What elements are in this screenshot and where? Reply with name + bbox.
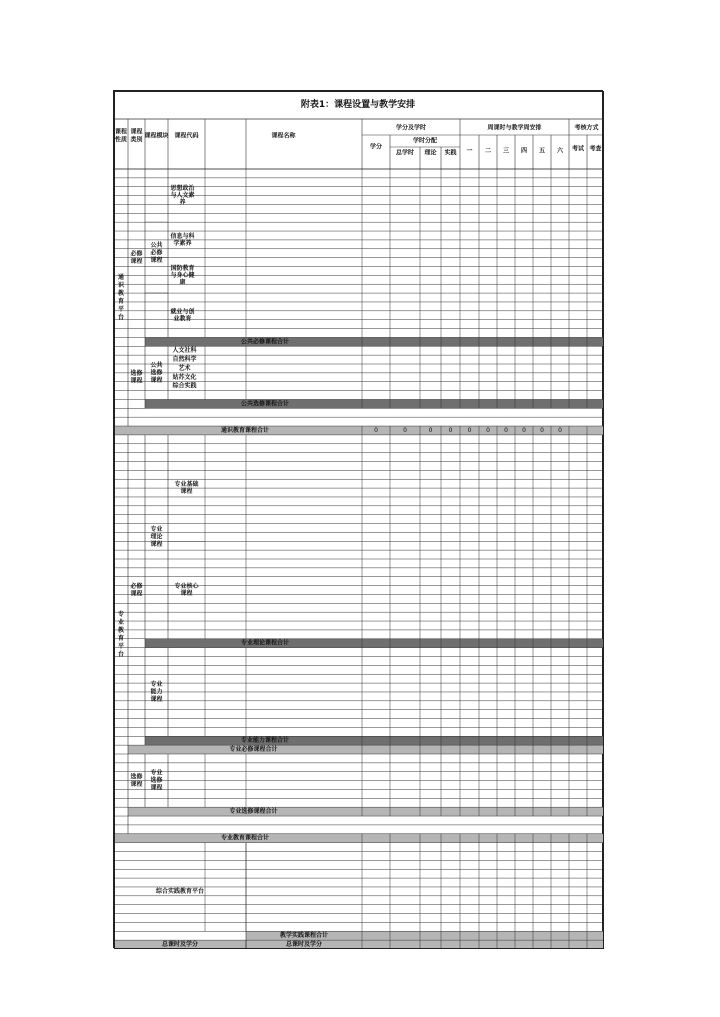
subtotal-public-elective: 公共选修课程合计 [240,400,290,408]
grand-total-label: 总课时及学分 [161,941,199,949]
platform-professional: 专 [117,610,125,618]
shaded-subtotal-row [145,639,604,648]
nature-elective: 选修 [130,370,143,378]
header-category: 类别 [130,136,143,144]
header-term: 四 [520,147,528,155]
module-defense: 国防教育 [170,264,195,272]
header-credits-hours: 学分及学时 [395,124,427,132]
header-weekly: 周课时与教学周安排 [487,124,542,132]
general-total-value: 0 [558,426,562,434]
module-career: 就业与创 [170,308,195,316]
shaded-subtotal-row [114,834,604,843]
header-exam: 考试 [571,145,585,153]
module-info: 信息与科 [170,232,195,240]
category-public-required: 必修 [150,249,163,257]
general-total-value: 0 [467,426,472,434]
header-term: 五 [538,147,546,155]
subtotal-practice-total: 教学实践课程合计 [279,932,329,940]
general-total-value: 0 [540,426,544,434]
module-prof-core: 课程 [180,590,193,598]
category-prof-ability: 专业 [150,680,163,688]
sheet-border [115,92,604,949]
header-assessment: 考核方式 [574,124,599,132]
general-total-value: 0 [504,426,508,434]
course-schedule-table [113,90,603,948]
shaded-subtotal-row [114,426,604,435]
module-prof-core: 专业核心 [174,583,199,591]
header-term: 三 [502,147,510,155]
module-ideology: 与人文素 [170,192,195,200]
platform-general: 通 [117,274,125,282]
header-name: 课程名称 [271,132,296,140]
subtotal-prof-theory: 专业理论课程合计 [240,639,290,647]
category-public-required: 课程 [150,257,163,265]
module-practice_mod: 综合实践 [172,382,197,390]
platform-professional: 平 [117,642,125,650]
general-total-value: 0 [374,426,378,434]
general-total-value: 0 [403,426,407,434]
header-credit: 学分 [369,143,383,151]
module-science: 自然科学 [172,356,197,364]
general-total-value: 0 [486,426,490,434]
grand-total-label-2: 总课时及学分 [285,941,323,949]
subtotal-prof-elective: 专业选修课程合计 [229,808,278,816]
platform-general: 台 [117,314,125,322]
shaded-subtotal-row [128,807,604,816]
nature-required-prof: 课程 [130,590,143,598]
subtotal-general-total: 通识教育课程合计 [220,426,270,434]
category-prof-elective: 选修 [150,777,163,785]
shaded-subtotal-row [128,745,604,754]
platform-general: 育 [117,298,125,306]
nature-required: 必修 [130,250,143,258]
category-prof-ability: 能力 [150,688,163,696]
subtotal-public-required: 公共必修课程合计 [240,338,290,346]
module-career: 业教育 [173,315,192,323]
header-practice: 实践 [444,149,457,157]
general-total-value: 0 [448,426,453,434]
header-term: 六 [556,147,564,155]
shaded-subtotal-row [145,736,604,745]
module-prof-basic: 课程 [180,488,193,496]
header-hours-dist: 学时分配 [412,137,438,145]
general-total-value: 0 [428,426,433,434]
module-humanities: 人文社科 [172,347,197,355]
header-nature: 性质 [114,136,128,144]
nature-required-prof: 必修 [130,582,143,590]
table-grid [114,91,604,949]
platform-professional: 育 [117,634,125,642]
nature-elective-prof: 课程 [130,780,143,788]
header-code: 课程代码 [174,132,199,140]
platform-general: 平 [117,306,125,314]
module-ideology: 思想政治 [170,185,195,193]
platform-professional: 教 [117,626,125,634]
subtotal-prof-ability: 专业能力课程合计 [240,737,290,745]
shaded-subtotal-row [145,399,604,408]
nature-required: 课程 [130,257,143,265]
subtotal-prof-required: 专业必修课程合计 [229,746,278,754]
header-term: 二 [484,147,492,155]
module-defense: 与身心健 [170,271,195,279]
category-prof-ability: 课程 [150,695,163,703]
category-prof-theory: 理论 [150,533,163,541]
category-public-elective: 选修 [150,369,163,377]
page-title: 附表1：课程设置与教学安排 [300,100,416,110]
header-term: 一 [466,147,473,155]
subtotal-prof-total: 专业教育课程合计 [220,834,270,842]
category-prof-elective: 课程 [150,784,163,792]
header-category: 课程 [130,128,143,136]
platform-general: 识 [117,282,125,290]
category-prof-theory: 课程 [150,540,163,548]
nature-elective: 课程 [130,377,143,385]
general-total-value: 0 [522,426,526,434]
category-prof-theory: 专业 [150,525,163,533]
category-prof-elective: 专业 [150,769,163,777]
header-theory: 理论 [424,149,437,157]
module-defense: 康 [179,278,186,286]
header-nature: 课程 [114,128,128,136]
platform-professional: 业 [117,618,125,626]
platform-professional: 台 [117,650,125,658]
header-module: 课程模块 [144,132,169,140]
module-prof-basic: 专业基础 [174,481,199,489]
category-public-elective: 课程 [150,376,163,384]
shaded-subtotal-row [145,337,604,346]
platform-practice: 综合实践教育平台 [155,887,205,895]
header-total-hours: 总学时 [395,149,415,157]
module-suzhou: 姑苏文化 [172,373,197,381]
platform-general: 教 [117,290,125,298]
module-art: 艺术 [178,364,191,372]
nature-elective-prof: 选修 [130,773,143,781]
category-public-required: 公共 [150,242,163,250]
header-check: 考查 [589,145,602,153]
module-info: 学素养 [173,239,192,247]
module-ideology: 养 [179,199,186,207]
category-public-elective: 公共 [150,361,163,369]
